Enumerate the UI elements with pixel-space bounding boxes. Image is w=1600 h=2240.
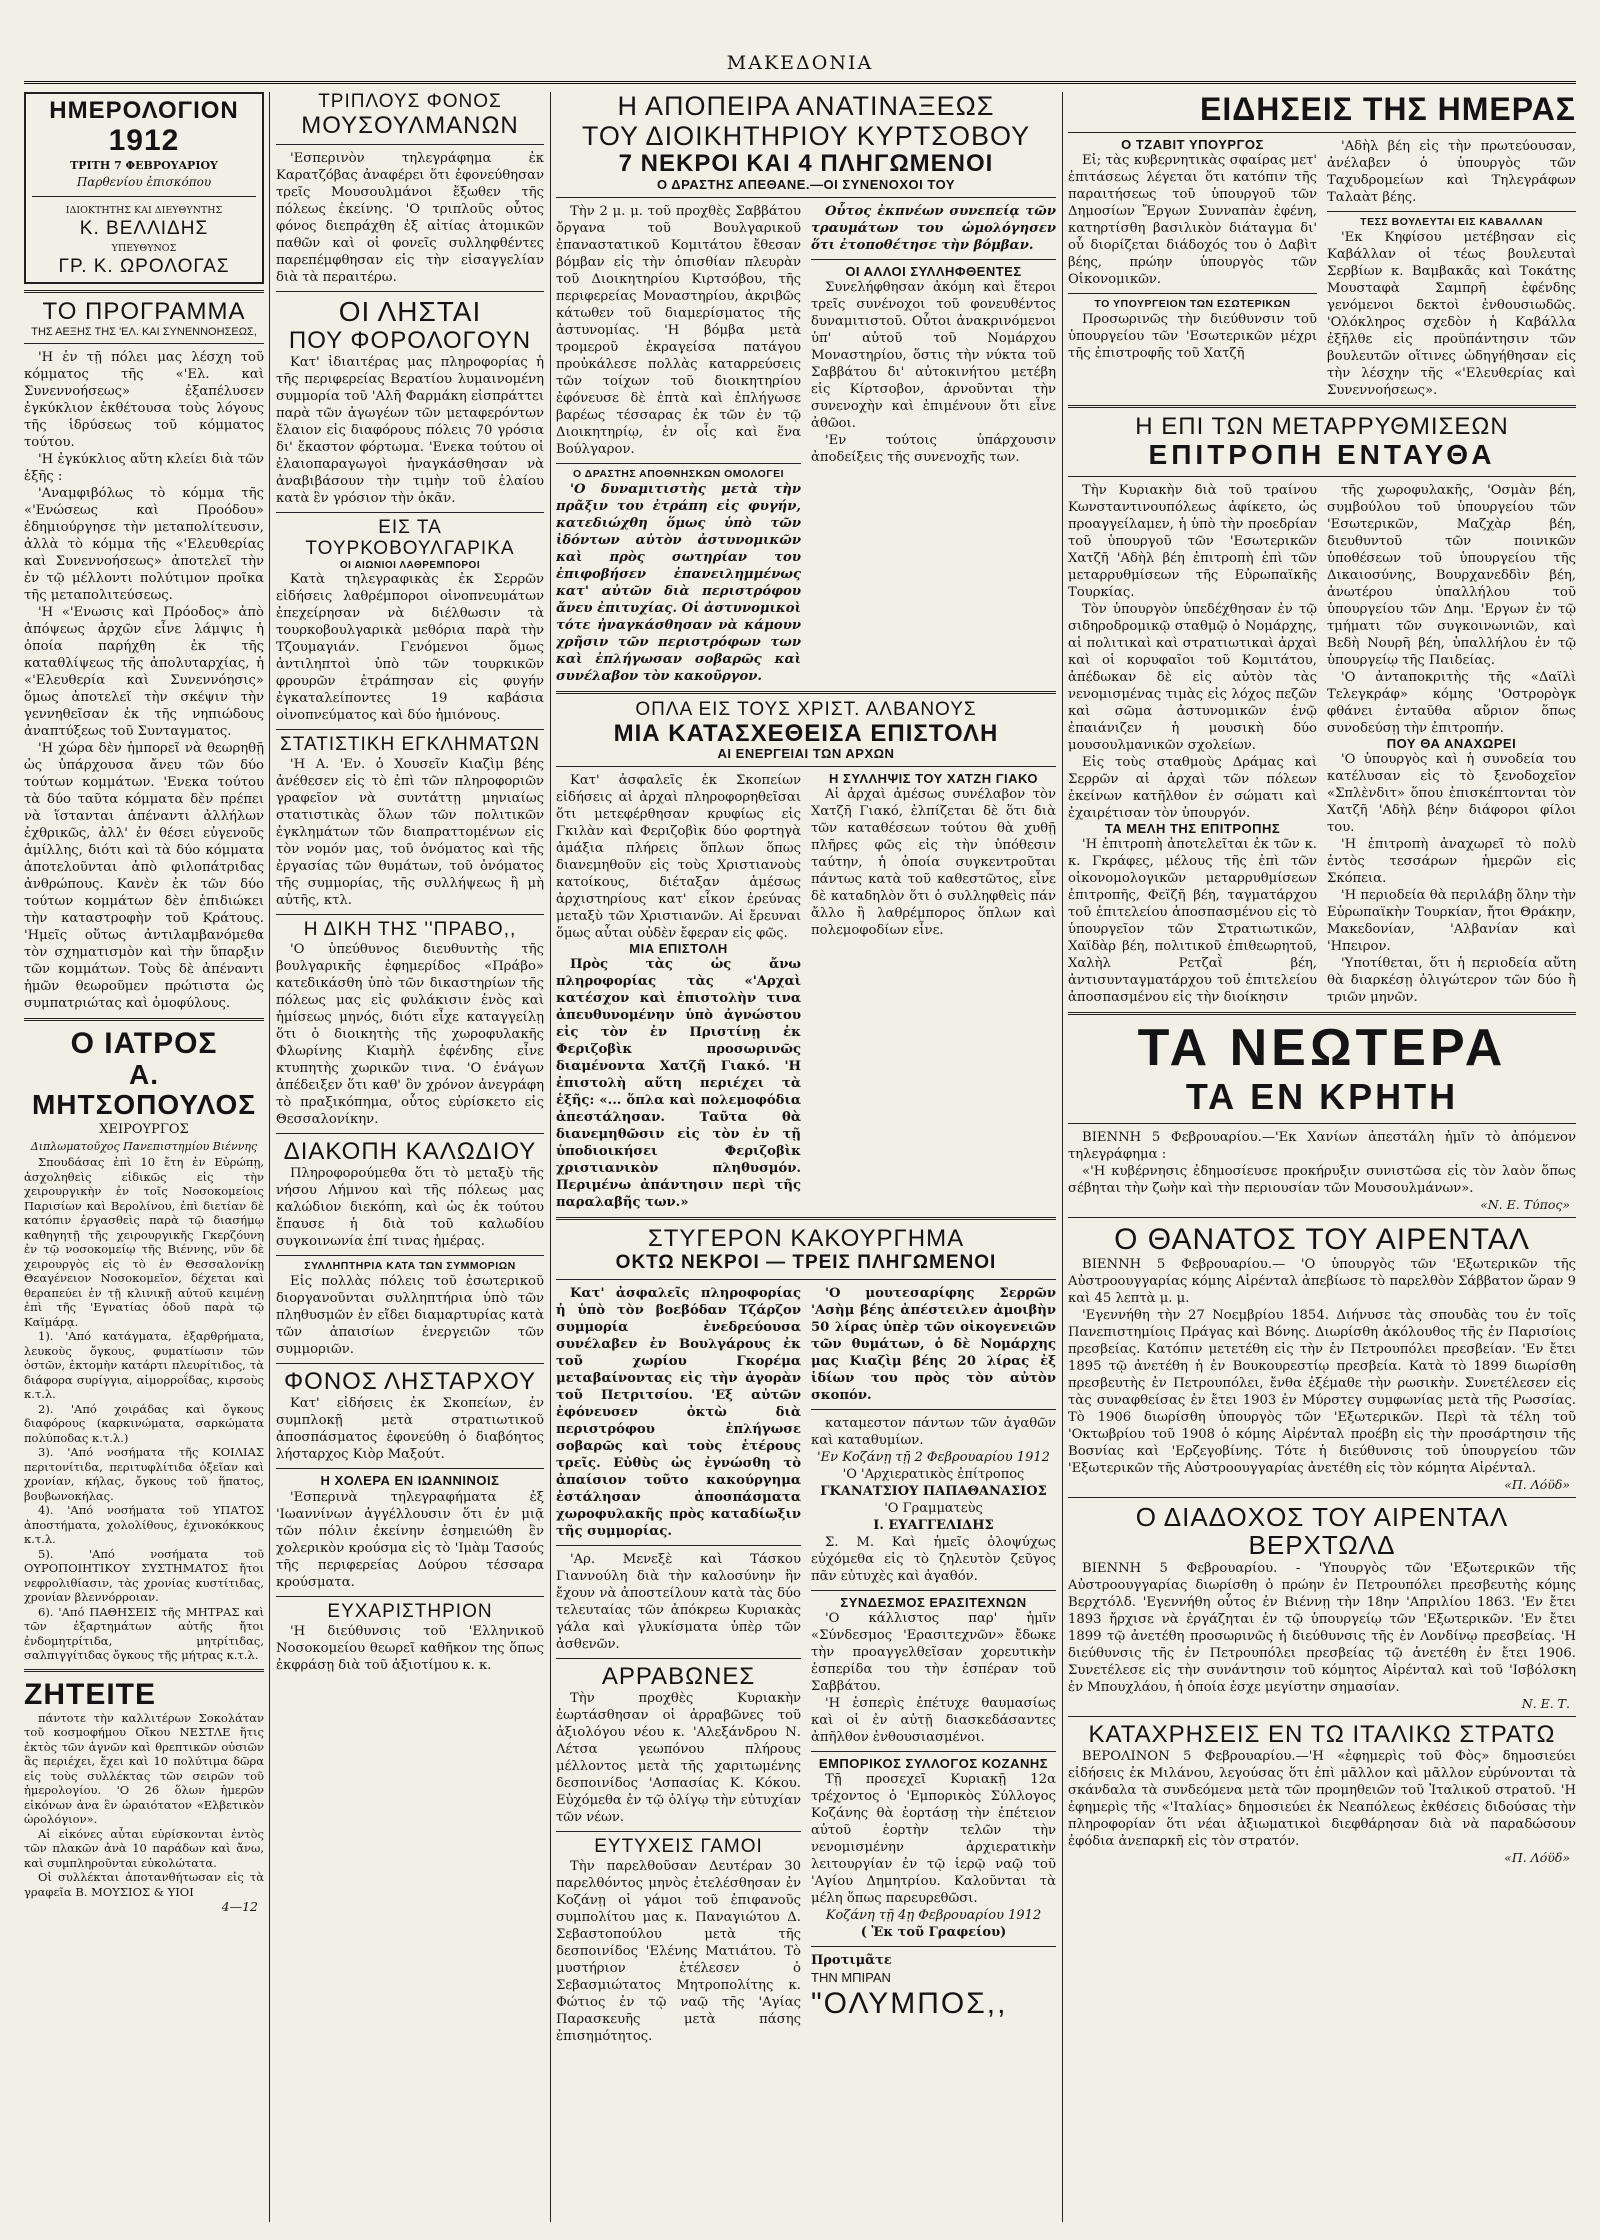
subheadline: ΤΑ ΜΕΛΗ ΤΗΣ ΕΠΙΤΡΟΠΗΣ [1104,820,1281,836]
almanac-date: ΤΡΙΤΗ 7 ΦΕΒΡΟΥΑΡΙΟΥ [70,159,218,173]
almanac-box [24,92,264,284]
column-3 [556,92,1056,2222]
headline: ΣΤΥΓΕΡΟΝ ΚΑΚΟΥΡΓΗΜΑ [647,1225,965,1253]
program-paragraph: 'Η χώρα δὲν ἠμπορεῖ νὰ θεωρηθῇ ὡς ὑπάρχουσα ἄνευ τῶν δύο τούτων κομμάτων. 'Ενεκα τούτου τὰ δύο ταῦτα κόμματα δὲν πρέπει νὰ ἵστανται ἀπέναντι ἀλλήλων ἐχθρικῶς, ἀλλ' ἐν θέσει εὐγενοῦς ἁμίλλης, διότι καὶ τὰ δύο κόμματα ἀποτελοῦνται ἀπὸ φιλοπάτριδας ἀνθρώπους. Κανὲν ἐκ τῶν δύο τούτων κομμάτων δὲν ἐπιδιώκει τὴν καταστροφὴν τοῦ Κράτους. 'Ημεῖς οὕτως ἀντιλαμβανόμεθα τὸν σχηματισμὸν καὶ τὴν ὕπαρξιν τῶν κομμάτων. Τοὺς δὲ ἀπέναντι ἡμῶν θεωροῦμεν πρώτιστα ὡς συμπατριώτας καὶ ὁμοφύλους. [24,740,264,1011]
source-credit: Ν. Ε. Τ. [1521,1696,1570,1711]
headline: Ο ΔΙΑΔΟΧΟΣ ΤΟΥ ΑΙΡΕΝΤΑΛ ΒΕΡΧΤΩΛΔ [1135,1501,1509,1561]
headline: ΤΟΥ ΔΙΟΙΚΗΤΗΡΙΟΥ ΚΥΡΤΣΟΒΟΥ [581,120,1031,151]
doctor-paragraph: 6). 'Από ΠΑΘΗΣΕΙΣ τῆς ΜΗΤΡΑΣ καὶ τῶν ἐξαρτημάτων αὐτῆς ἤτοι ἐνδομητρίτιδα, μητρίτιδας, σαλπιγγίτιδας ὄγκους τῆς μήτρας κ.τ.λ. [24,1604,264,1663]
program-paragraph: 'Η «'Ενωσις καὶ Πρόοδος» ἀπὸ ἀπόψεως ἀρχῶν εἶνε λάμψις ἡ ὁποία παρήχθη ἐκ τῆς καταθλίψεως τῆς ἀπολυταρχίας, ἡ «'Ελευθερία καὶ Συνεννόησις» ὅμως ἀποτελεῖ τὴν σκέψιν τὴν γεννηθεῖσαν ἐκ τῆς νηπιώδους ἀναπτύξεως τοῦ Συνταγματος. [24,604,264,739]
article-paragraph: Προσωρινῶς τὴν διεύθυνσιν τοῦ ὑπουργείου τῶν 'Εσωτερικῶν μέχρι τῆς ἐπιστροφῆς τοῦ Χατζῆ [1068,312,1317,362]
headline: ΜΙΑ ΚΑΤΑΣΧΕΘΕΙΣΑ ΕΠΙΣΤΟΛΗ [613,719,999,747]
program-paragraph: 'Η ἐγκύκλιος αὕτη κλείει διὰ τῶν ἑξῆς : [24,451,264,484]
article-paragraph: 'Ο ἀνταποκριτὴς τῆς «Δαϊλὶ Τελεγκράφ» κόμης 'Οστρορὸγκ φθάνει ἐνταῦθα αὔριον ὅπως συνοδεύσῃ τὴν ἐπιτροπήν. [1327,669,1576,736]
article-paragraph: 'Ο ὑπεύθυνος διευθυντὴς τῆς βουλγαρικῆς ἐφημερίδος «Πράβο» κατεδικάσθη ὑπὸ τῶν δικαστηρίων τῆς πόλεως μας εἰς φυλάκισιν ἑνὸς καὶ ἡμίσεως μηνός, διότι εἶχε καταγγείλῃ ὅτι ὁ διοικητὴς τῆς χωροφυλακῆς Φλωρίνης Κιαμὴλ ἐφένδης εἶνε κτυπητὴς χωρικῶν τινα. 'Ο ἐνάγων ἀπέδειξεν ὅτι καθ' ὃν χρόνον ἀνεγράφη τὸ πραξικόπημα, οὗτος εὑρίσκετο εἰς Θεσσαλονίκην. [276,942,544,1128]
headline: ΔΙΑΚΟΠΗ ΚΑΛΩΔΙΟΥ [283,1138,537,1166]
doctor-paragraph: 3). 'Από νοσήματα τῆς ΚΟΙΛΙΑΣ περιτονίτιδα, περιτυφλίτιδα ὀξεῖαν καὶ χρονίαν, κήλας, ὄγκους τοῦ ἥπατος, βουβωνοκήλας. [24,1445,264,1503]
headline: ΠΟΥ ΦΟΡΟΛΟΓΟΥΝ [288,327,532,355]
headline: 7 ΝΕΚΡΟΙ ΚΑΙ 4 ΠΛΗΓΩΜΕΝΟΙ [618,150,994,178]
subheadline: ΠΟΥ ΘΑ ΑΝΑΧΩΡΕΙ [1386,735,1517,751]
article-paragraph: ΒΕΡΟΛΙΝΟΝ 5 Φεβρουαρίου.—'Η «ἐφημερὶς τοῦ Φὸς» δημοσιεύει εἰδήσεις ἐκ Μιλάνου, λεγούσας ὅτι ἐπὶ μᾶλλον καὶ μᾶλλον εὐρύνονται τὰ σκάνδαλα τὰ συνδεόμενα μετὰ τῶν προμηθειῶν τοῦ Ἰταλικοῦ στρατοῦ. 'Η ἐφημερὶς τῆς «'Ιταλίας» δημοσιεύει ἐκ Νεαπόλεως ἐκθέσεις διδούσας τὴν πληροφορίαν ὅτι νέαι ἀξιωματικοὶ διεφθάρησαν διὰ νὰ παραδώσουν ἐφόδια ἀνεπαρκῆ εἰς τὸν στρατόν. [1068,1749,1576,1850]
headline: Η ΔΙΚΗ ΤΗΣ ''ΠΡΑΒΟ,, [303,919,517,941]
article-paragraph: Οὗτος ἐκπνέων συνεπείᾳ τῶν τραυμάτων του ὡμολόγησεν ὅτι ἐτοποθέτησε τὴν βόμβαν. [811,204,1056,254]
article-paragraph: Συνελήφθησαν ἀκόμη καὶ ἕτεροι τρεῖς συνένοχοι τοῦ φονευθέντος δυναμιτιστοῦ. Οὗτοι ἀνακρινόμενοι ὑπ' αὐτοῦ τοῦ Νομάρχου Μοναστηρίου, ὅστις τὴν νύκτα τοῦ Σαββάτου δι' αὐτοκινήτου μετέβη εἰς Κίρτσοβον, ἀρνοῦνται τὴν συνενοχὴν καὶ ἐπιμένουν ὅτι εἶνε ἀθῶοι. [811,280,1056,432]
ad-paragraph: πάντοτε τὴν καλλιτέρων Σοκολάταν τοῦ κοσμοφήμου Οἴκου ΝΕΣΤΛΕ ἥτις ἐκτὸς τῶν ἁγνῶν καὶ θρεπτικῶν οὐσιῶν ἃς περιέχει, ἔχει καὶ 10 πολύτιμα δῶρα εἰς τοὺς συλλέκτας τῶν σειρῶν τοῦ ἡμερολογίου. 'Ο 26 ὅλων ἡμερῶν εἰκόνων ἀνα ἓν ὡραιότατον «Ελβετικὸν ὡρολόγιον». [24,1710,264,1827]
doctor-credential: Διπλωματοῦχος Πανεπιστημίου Βιέννης [30,1140,258,1154]
article-paragraph: Εἰ; τὰς κυβερνητικὰς σφαίρας μετ' ἐπιτάσεως λέγεται ὅτι κατόπιν τῆς παραιτήσεως τοῦ ὑπουργοῦ τῶν Δημοσίων Ἔργων Συνναπὰν ἐφένη, κατηρτίσθη βασιλικὸν διάταγμα δι' οὗ διορίζεται διάδοχός του ὁ Δαβὶτ βέης, πρώην ὑπουργὸς τῶν Οἰκονομικῶν. [1068,153,1317,288]
crete-news-banner: ΤΑ ΕΝ ΚΡΗΤΗ [1185,1075,1459,1117]
article-paragraph: 'Η διεύθυνσις τοῦ 'Ελληνικοῦ Νοσοκομείου θεωρεῖ καθῆκον της ὅπως ἐκφράσῃ διὰ τοῦ ἀξιοτίμου κ. κ. [276,1623,544,1673]
column-divider [1062,92,1063,2222]
article-paragraph: καταμεστον πάντων τῶν ἀγαθῶν καὶ καταθυμίων. [811,1415,1056,1448]
article-paragraph: 'Η ἐπιτροπὴ ἀναχωρεῖ τὸ πολὺ ἐντὸς τεσσάρων ἡμερῶν εἰς Σκόπεια. [1327,837,1576,887]
doctor-paragraph: 2). 'Από χοιράδας καὶ ὄγκους διαφόρους (καρκινώματα, σαρκώματα πολύποδας κ.τ.λ.) [24,1401,264,1445]
article-paragraph: Σ. Μ. Καὶ ἡμεῖς ὁλοψύχως εὐχόμεθα εἰς τὸ ζηλευτὸν ζεῦγος πᾶν εὐτυχὲς καὶ ἀγαθόν. [811,1534,1056,1584]
program-paragraph: 'Αναμφιβόλως τὸ κόμμα τῆς «'Ενώσεως καὶ Προόδου» ἐδημιούργησε τὴν μεταπολίτευσιν, ἀλλὰ τὸ κόμμα τῆς «'Ελευθερίας καὶ Συνεννοήσεως» ἀποτελεῖ τὴν ἐν τῷ μέλλοντι πολύτιμον προῖκα τῆς μεταπολιτεύσεως. [24,485,264,603]
article-paragraph: Κατ' εἰδήσεις ἐκ Σκοπείων, ἐν συμπλοκῇ μετὰ στρατιωτικοῦ ἀποσπάσματος ἐφονεύθη ὁ διαβόητος λήσταρχος Κιὸρ Μαξούτ. [276,1396,544,1463]
masthead [24,52,1576,84]
letter-date: 'Εν Κοζάνῃ τῇ 2 Φεβρουαρίου 1912 [817,1449,1050,1465]
article-paragraph: ΒΙΕΝΝΗ 5 Φεβρουαρίου.—'Εκ Χανίων ἀπεστάλη ἡμῖν τὸ ἀπόμενον τηλεγράφημα : [1068,1129,1576,1162]
headline: Η ΑΠΟΠΕΙΡΑ ΑΝΑΤΙΝΑΞΕΩΣ [617,92,995,121]
subheadline: Ο ΔΡΑΣΤΗΣ ΑΠΟΘΝΗΣΚΩΝ ΟΜΟΛΟΓΕΙ [572,468,785,481]
article-paragraph: Αἱ ἀρχαὶ ἀμέσως συνέλαβον τὸν Χατζῆ Γιακό, ἐλπίζεται δὲ ὅτι διὰ τῶν καταθέσεων τούτου θὰ χυθῇ πλῆρες φῶς εἰς τὴν ὑπόθεσιν ταύτην, ἡ ὁποία συγκεντροῦται πάντως κατὰ τοῦ καθεστῶτος, εἶνε δὲ καταδηλὸν ὅτι ὁ συλληφθεὶς πάν ἄλλο ἢ λαθρέμπορος ὅπλων καὶ πολεμοφοδίων εἶνε. [811,787,1056,939]
article-paragraph: Τὴν προχθὲς Κυριακὴν ἐωρτάσθησαν οἱ ἀρραβῶνες τοῦ ἀξιολόγου νέου κ. 'Αλεξάνδρου Ν. Λέτσα γεωπόνου πλήρους μέλλοντος μετὰ τῆς χαριτωμένης δεσποινίδος 'Ασπασίας Κ. Κόκου. Εὐχόμεθα ἐν τῷ ὀλίγῳ τὴν εὐτυχίαν τῶν νέων. [556,1691,801,1826]
latest-news-banner: ΤΑ ΝΕΩΤΕΡΑ [1137,1019,1507,1078]
headline: ΦΟΝΟΣ ΛΗΣΤΑΡΧΟΥ [284,1367,536,1395]
ad-paragraph: Οἱ συλλέκται ἀποτανθήτωσαν εἰς τὰ γραφεῖα Β. ΜΟΥΣΙΟΣ & ΥΙΟΙ [24,1870,264,1899]
headline: Η ΧΟΛΕΡΑ ΕΝ ΙΩΑΝΝΙΝΟΙΣ [320,1473,500,1489]
headline: ΚΑΤΑΧΡΗΣΕΙΣ ΕΝ ΤΩ ΙΤΑΛΙΚΩ ΣΤΡΑΤΩ [1088,1721,1556,1748]
headline: ΟΚΤΩ ΝΕΚΡΟΙ — ΤΡΕΙΣ ΠΛΗΓΩΜΕΝΟΙ [615,1251,997,1273]
section-title: ΕΙΔΗΣΕΙΣ ΤΗΣ ΗΜΕΡΑΣ [1199,92,1576,127]
newspaper-page [24,52,1576,2228]
resp-label: ΥΠΕΥΘΥΝΟΣ [111,243,177,255]
almanac-saint: Παρθενίου ἐπισκόπου [76,175,212,190]
article-paragraph: 'Υποτίθεται, ὅτι ἡ περιοδεία αὕτη θὰ διαρκέσῃ ὀλιγώτερον τῶν δύο ἢ τριῶν μηνῶν. [1327,956,1576,1006]
article-paragraph: 'Αρ. Μενεξὲ καὶ Τάσκου Γιαννούλη διὰ τὴν καλοσύνην ἣν ἔχουν νὰ ἀποστείλουν κατὰ τὰς δύο τελευταίας τῶν ἀπόκρεω Κυριακὰς γάλα καὶ γλυκίσματα ὑπὲρ τῶν ἀσθενῶν. [556,1551,801,1652]
owner-label: ΙΔΙΟΚΤΗΤΗΣ ΚΑΙ ΔΙΕΥΘΥΝΤΗΣ [65,205,223,217]
headline: ΣΥΝΔΕΣΜΟΣ ΕΡΑΣΙΤΕΧΝΩΝ [840,1594,1027,1610]
article-paragraph: τῆς χωροφυλακῆς, 'Οσμὰν βέη, συμβούλου τοῦ ὑπουργείου τῶν 'Εσωτερικῶν, Μαζχὰρ βέη, διευθυντοῦ τῶν ποινικῶν ὑποθέσεων τοῦ ὑπουργείου τῆς Δικαιοσύνης, Βουρχανεδδὶν βέη, ἀνωτέρου ὑπαλλήλου τοῦ ὑπουργείου τῶν Δημ. 'Εργων ἐν τῷ τμήματι τῶν συγκοινωνιῶν, καὶ Βεδὴ Νουρῆ βέη, ὑπαλλήλου ἐν τῷ ὑπουργείῳ τῆς Παιδείας. [1327,482,1576,668]
article-paragraph: Εἰς τοὺς σταθμοὺς Δράμας καὶ Σερρῶν αἱ ἀρχαὶ τῶν πόλεων ἐκείνων κατῆλθον ἐν σώματι καὶ ἐχαιρέτισαν τὸν ὑπουργόν. [1068,754,1317,821]
beer-ad-label: Προτιμᾶτε [811,1953,892,1969]
article-paragraph: Τὴν Κυριακὴν διὰ τοῦ τραίνου Κωνσταντινουπόλεως ἀφίκετο, ὡς προαγγείλαμεν, ἡ ὑπὸ τὴν προεδρίαν τοῦ ὑπουργοῦ τῶν 'Εσωτερικῶν Χατζῆ 'Αδὴλ βέη ἐπιτροπὴ ἐπὶ τῶν μεταρρυθμίσεων τῆς Εὐρωπαϊκῆς Τουρκίας. [1068,482,1317,600]
source-credit: «Ν. Ε. Τύπος» [1480,1196,1570,1212]
headline: ΕΠΙΤΡΟΠΗ ΕΝΤΑΥΘΑ [1148,439,1496,471]
almanac-year: 1912 [108,124,180,158]
article-paragraph: 'Εκ Κηφίσου μετέβησαν εἰς Καβάλλαν οἱ τέως βουλευταὶ Σερβίων κ. Βαμβακᾶς καὶ Τοκάτης Μουσταφὰ Σαμπρῆ ἐφένδης γενόμενοι δεκτοὶ ἐνθουσιωδῶς. 'Ολόκληρος σχεδὸν ἡ Καβάλλα ἐξῆλθε εἰς προϋπάντησιν τῶν βουλευτῶν οἵτινες ὡδηγήθησαν εἰς τὴν λέσχην τῆς «'Ελευθερίας καὶ Συνεννοήσεως». [1327,229,1576,398]
article-paragraph: Κατ' ἀσφαλεῖς ἐκ Σκοπείων εἰδήσεις αἱ ἀρχαὶ πληροφορηθεῖσαι ὅτι μετεφέρθησαν κρυφίως εἰς Γκιλὰν καὶ Φεριζοβὶκ δύο φορτηγὰ ἁμάξια πλήρεις ὅπλων ὅπως διανεμηθοῦν εἰς τοὺς Χριστιανοὺς κατοίκους, διέταξαν ἀμέσως ἀρχιστηρίους κατ' εἶκον ἐρεύνας μεταξὺ τῶν Χριστιανῶν. Αἱ ἔρευναι ὅμως αὗται οὐδὲν ἔφεραν εἰς φῶς. [556,773,801,942]
doctor-paragraph: Σπουδάσας ἐπὶ 10 ἔτη ἐν Εὐρώπῃ, ἀσχοληθεὶς εἰδικῶς εἰς τὴν χειρουργικὴν ἐν τοῖς Νοσοκομείοις Παρισίων καὶ Βερολίνου, ἐπὶ διετίαν δὲ κατόπιν ἐργασθεὶς παρὰ τῷ διασήμῳ καθηγητῇ τῆς χειρουργικῆς Γκερζόυνη ἐν τῷ νοσοκομείῳ τῆς Βιέννης, νῦν δὲ χειρουργὸς εἰς τὸ ἐν Θεσσαλονίκῃ Θεαγένειον Νοσοκομεῖον, δέχεται καὶ θεραπεύει ἐν τῇ κλινικῇ αὐτοῦ κειμένῃ ἐπὶ τῆς 'Εγνατίας ὁδοῦ παρὰ τῷ Καϊμάρᾳ. [24,1155,264,1329]
subheadline: Η ΣΥΛΛΗΨΙΣ ΤΟΥ ΧΑΤΖΗ ΓΙΑΚΟ [829,771,1038,787]
source-credit: «Π. Λόϋδ» [1504,1850,1570,1866]
headline: ΕΙΣ ΤΑ ΤΟΥΡΚΟΒΟΥΛΓΑΡΙΚΑ [305,517,515,560]
column-divider [269,92,270,2222]
headline: ΟΠΛΑ ΕΙΣ ΤΟΥΣ ΧΡΙΣΤ. ΑΛΒΑΝΟΥΣ [635,698,977,720]
resp-name: ΓΡ. Κ. ΩΡΟΛΟΓΑΣ [58,256,230,278]
headline: ΑΡΡΑΒΩΝΕΣ [601,1662,756,1690]
column-divider [550,92,551,2222]
doctor-paragraph: 5). 'Από νοσήματα τοῦ ΟΥΡΟΠΟΙΗΤΙΚΟΥ ΣΥΣΤΗΜΑΤΟΣ ἤτοι νεφρολιθίασιν, τὰς χρονίας κυστίτιδας, χρονίαν βλεννόρροιαν. [24,1546,264,1605]
doctor-paragraph: 1). 'Από κατάγματα, ἐξαρθρήματα, λευκοὺς ὄγκους, φυματίωσιν τῶν ὀστῶν, ἐκτομὴν κατάρτι πλευρίτιδος, τὰ διάφορα συρίγγια, αἱμορροΐδας, κιρσοὺς κ.τ.λ. [24,1329,264,1402]
letter-signature: ΓΚΑΝΑΤΣΙΟΥ ΠΑΠΑΘΑΝΑΣΙΟΣ [820,1483,1047,1499]
article-paragraph: 'Η περιοδεία θὰ περιλάβῃ ὅλην τὴν Εὐρωπαϊκὴν Τουρκίαν, ἤτοι Θράκην, Μακεδονίαν, 'Αλβανίαν καὶ 'Ηπειρον. [1327,888,1576,955]
program-title: ΤΟ ΠΡΟΓΡΑΜΜΑ [42,298,246,326]
subheadline: ΟΙ ΑΙΩΝΙΟΙ ΛΑΘΡΕΜΠΟΡΟΙ [339,560,481,572]
article-paragraph: Τὴν 2 μ. μ. τοῦ προχθὲς Σαββάτου ὄργανα τοῦ Βουλγαρικοῦ ἐπαναστατικοῦ Κομιτάτου ἔθεσαν βόμβαν εἰς τὴν ὀπισθίαν πλευρὰν τοῦ Διοικητηρίου Κιρτσόβου, τῆς περιφερείας Μοναστηρίου, ἀκριβῶς κάτωθεν τοῦ διαμερίσματος τῆς ἀστυνομίας. 'Η βόμβα μετὰ τρομεροῦ ἐκραγείσα πατάγου προὐκάλεσε πολλὰς καταρρεύσεις τῶν τοίχων τοῦ διοικητηρίου ἐφόνευσε δὲ ἑπτὰ καὶ ἐπλήγωσε βαρέως τέσσαρας ἐκ τῶν ἐν τῷ Διοικητηρίῳ, ἐν οἷς καὶ ἕνα Βούλγαρον. [556,204,801,458]
ad-paragraph: Αἱ εἰκόνες αὗται εὑρίσκονται ἐντὸς τῶν πλακῶν ἀνὰ 10 παράδων καὶ ἄνω, καὶ συμπληροῦνται εὐκολώτατα. [24,1826,264,1870]
article-paragraph: Κατ' ἰδιαιτέρας μας πληροφορίας ἡ τῆς περιφερείας Βερατίου λυμαινομένη συμμορία τοῦ 'Αλῆ Φαρμάκη εἰσπράττει παρὰ τῶν ἀγωγέων τῶν μεταφερόντων ἔλαιον εἰς διαφόρους πόλεις 70 γρόσια δι' ἕκαστον φόρτωμα. 'Ενεκα τούτου οἱ ἐλαιοπαραγωγοὶ ἠναγκάσθησαν νὰ ἀναβιβάσουν τὴν τιμὴν τοῦ ἐλαίου κατὰ ἓν γρόσιον τὴν ὀκᾶν. [276,355,544,507]
column-1 [24,92,264,2222]
article-paragraph: 'Εσπερινὸν τηλεγράφημα ἐκ Καρατζόβας ἀναφέρει ὅτι ἐφονεύθησαν τρεῖς Μουσουλμάνοι ἔξωθεν τῆς πόλεως ἐκείνης. 'Ο τριπλοῦς οὗτος φόνος διεπράχθη ἐξ αἰτίας ἀτομικῶν παθῶν καὶ οἱ φονεῖς συλληφθέντες παρεπέμφθησαν εἰς τὴν εἰσαγγελίαν διὰ τὰ περαιτέρω. [276,151,544,286]
doctor-title: Ο ΙΑΤΡΟΣ [70,1026,218,1060]
ad-title: ΖΗΤΕΙΤΕ [24,1677,156,1711]
ad-reference: 4—12 [221,1899,258,1915]
notice-source: ( Ἐκ τοῦ Γραφείου) [860,1925,1007,1941]
article-paragraph: Πληροφορούμεθα ὅτι τὸ μεταξὺ τῆς νήσου Λήμνου καὶ τῆς πόλεως μας καλώδιον διεκόπη, καὶ ὡς ἐκ τούτου ἔπαυσε ἡ διὰ τοῦ καλωδίου συγκοινωνία ἐπί τινας ἡμέρας. [276,1166,544,1250]
headline: ΣΤΑΤΙΣΤΙΚΗ ΕΓΚΛΗΜΑΤΩΝ [280,734,540,756]
article-paragraph: Εἰς πολλὰς πόλεις τοῦ ἐσωτερικοῦ διοργανοῦνται συλληπτήρια ὑπὸ τῶν πληθυσμῶν ἐν εἴδει διαμαρτυρίας κατὰ τῶν ἀπαισίων ἐνεργειῶν τῶν συμμοριῶν. [276,1273,544,1357]
article-paragraph: 'Ο δυναμιτιστὴς μετὰ τὴν πρᾶξιν του ἐτράπη εἰς φυγήν, κατεδιώχθη ὅμως ὑπὸ τῶν ἰδόντων αὐτὸν ἀστυνομικῶν καὶ πρὸς σωτηρίαν του ἐπιφοβήσεν ἐπανειλημμένως κατ' αὐτῶν διὰ περιστρόφου ἄνευ ἐπιτυχίας. Οἱ ἀστυνομικοὶ τότε ἠναγκάσθησαν νὰ κάμουν χρῆσιν τῶν περιστρόφων των καὶ ἐπλήγωσαν σοβαρῶς καὶ συνέλαβον τὸν κακοῦργον. [556,481,801,684]
doctor-role: ΧΕΙΡΟΥΡΓΟΣ [99,1122,189,1138]
article-paragraph: 'Εσπερινὰ τηλεγραφήματα ἐξ 'Ιωαννίνων ἀγγέλλουσιν ὅτι ἐν μιᾷ τῶν πόλιν ἐκείνην ἐσημειώθη ἓν χολερικὸν κρούσμα εἰς τὸ 'Ιμὰμ Τασούς τῆς περιφερείας Δούρου τέσσαρα κρούσματα. [276,1489,544,1590]
headline: Ο ΘΑΝΑΤΟΣ ΤΟΥ ΑΙΡΕΝΤΑΛ [1114,1222,1530,1256]
headline: ΣΥΛΛΗΠΤΗΡΙΑ ΚΑΤΑ ΤΩΝ ΣΥΜΜΟΡΙΩΝ [304,1260,516,1273]
article-paragraph: Πρὸς τὰς ὡς ἄνω πληροφορίας τὰς «'Αρχαὶ κατέσχον καὶ ἐπιστολὴν τινα ἀπευθυνομένην ὑπὸ ἀγνώστου εἰς τὸν ἐν Πριστίνῃ ἐκ Φεριζοβὶκ προσωρινῶς διαμένοντα Χατζῆ Γιακό. 'Η ἐπιστολὴ αὕτη περιέχει τὰ ἑξῆς: «... ὅπλα καὶ πολεμοφόδια ἀπεστάλησαν. Ταῦτα θὰ διανεμηθῶσιν εἰς τὸν ἐν τῇ ὑποδιοικήσει Φεριζοβὶκ χριστιανικὸν πληθυσμόν. Περιμένω ἀπάντησιν περὶ τῆς παραλαβῆς των.» [556,957,801,1211]
article-paragraph: 'Εν τούτοις ὑπάρχουσιν ἀποδείξεις τῆς συνενοχῆς των. [811,433,1056,466]
headline: ΕΥΤΥΧΕΙΣ ΓΑΜΟΙ [594,1836,763,1858]
article-paragraph: 'Η ἐπιτροπὴ ἀποτελεῖται ἐκ τῶν κ. κ. Γκράφες, μέλους τῆς ἐπὶ τῶν οἰκονομολογικῶν μεταρρυθμίσεων ἐπιτροπῆς, Φεϊζῆ βέη, ταγματάρχου τοῦ ἐπιτελείου ἀποσπασμένου εἰς τὸ ὑπουργεῖον τῶν Στρατιωτικῶν, Χαϊδὰρ βέη, πολιτικοῦ ἐπιθεωρητοῦ, Χαλὴλ Ρετζαῒ βέη, ἀντισυνταγματάρχου τοῦ ἐπιτελείου ἀποσπασμένου εἰς τὴν διοίκησιν [1068,837,1317,1006]
article-paragraph: 'Αδὴλ βέη εἰς τὴν πρωτεύουσαν, ἀνέλαβεν ὁ ὑπουργὸς τῶν Ταχυδρομείων καὶ Τηλεγράφων Ταλαὰτ βέης. [1327,139,1576,206]
article-paragraph: «'Η κυβέρνησις ἐδημοσίευσε προκήρυξιν συνιστῶσα εἰς τὸν λαὸν ὅπως σέβηται τὴν ζωὴν καὶ τὴν περιουσίαν τῶν Μουσουλμάνων». [1068,1163,1576,1196]
notice-date: Κοζάνη τῇ 4ῃ Φεβρουαρίου 1912 [825,1908,1042,1924]
subheadline: ΤΟ ΥΠΟΥΡΓΕΙΟΝ ΤΩΝ ΕΣΩΤΕΡΙΚΩΝ [1094,298,1291,311]
subheadline: ΤΕΣΣ ΒΟΥΛΕΥΤΑΙ ΕΙΣ ΚΑΒΑΛΛΑΝ [1360,216,1543,229]
article-paragraph: ΒΙΕΝΝΗ 5 Φεβρουαρίου.— 'Ο ὑπουργὸς τῶν 'Εξωτερικῶν τῆς Αὐστροουγγαρίας κόμης Αἰρένταλ ἀπεβίωσε τὸ παρελθὸν Σάββατον ὥραν 9 καὶ 45 λεπτὰ μ. μ. [1068,1256,1576,1306]
headline: Η ΕΠΙ ΤΩΝ ΜΕΤΑΡΡΥΘΜΙΣΕΩΝ [1135,412,1509,440]
subheadline: Ο ΔΡΑΣΤΗΣ ΑΠΕΘΑΝΕ.—ΟΙ ΣΥΝΕΝΟΧΟΙ ΤΟΥ [656,176,955,192]
newspaper-title: ΜΑΚΕΔΟΝΙΑ [726,52,874,74]
article-paragraph: 'Η Α. 'Εν. ὁ Χουσεῖν Κιαζὶμ βέης ἀνέθεσεν εἰς τὸ ἐπὶ τῶν πληροφοριῶν γραφεῖον νὰ συντάττῃ μηνιαίως στατιστικὰς ὅλων τῶν πολιτικῶν ἐγκλημάτων τῶν διαπραττομένων εἰς τὸν νομόν μας, τοῦ ὀνόματος καὶ τῆς ἐργασίας τῶν θυμάτων, τοῦ ὀνόματος τῆς συμμορίας, τῆς συλλήψεως ἢ μὴ αὐτῆς, κτλ. [276,757,544,909]
headline: ΜΟΥΣΟΥΛΜΑΝΩΝ [301,111,519,139]
article-paragraph: 'Ο μουτεσαρίφης Σερρῶν 'Ασὴμ βέης ἀπέστειλεν ἀμοιβὴν 50 λίρας ὑπὲρ τῶν οἰκογενειῶν τῶν θυμάτων, ὁ δὲ Νομάρχης μας Κιαζὶμ βέης 20 λίρας ἐξ ἰδίων του πρὸς τὸν αὐτὸν σκοπόν. [811,1285,1056,1403]
column-2 [276,92,544,2222]
source-credit: «Π. Λόϋδ» [1504,1476,1570,1492]
headline: ΕΥΧΑΡΙΣΤΗΡΙΟΝ [327,1600,493,1622]
article-paragraph: ΒΙΕΝΝΗ 5 Φεβρουαρίου. - 'Υπουργὸς τῶν 'Εξωτερικῶν τῆς Αὐστροουγγαρίας διωρίσθη ὁ πρώην ἐν Πετρουπόλει πρεσβευτὴς κόμης Βερχτόλδ. 'Εγεννήθη οὗτος ἐν Βιέννῃ τὴν 18ην 'Απριλίου 1863. 'Εν ἔτει 1893 ἤρχισε νὰ ἐργάζηται ἐν τῷ ὑπουργείῳ τῶν 'Εξωτερικῶν. 'Εν ἔτει 1899 τῷ ἀνετέθη προσωρινῶς ἡ διεύθυνσις τῆς ἐν Λονδίνῳ πρεσβείας. 'Η διεύθυνσις τῆς ἐν Πετρουπόλει πρεσβείας τῷ ἀνετέθη ἐν ἔτει 1906. Συνετέλεσε εἰς τὴν συνάντησιν τοῦ κόμητος Αἰρένταλ καὶ τοῦ 'Ισβόλσκη ἐν Μπουχλάου, ἡ ὁποία ἐσχε μεγίστην σημασίαν. [1068,1561,1576,1695]
beer-ad-text: ΤΗΝ ΜΠΙΡΑΝ [811,1970,891,1986]
beer-ad-brand: "ΟΛΥΜΠΟΣ,, [811,1987,1008,2021]
article-paragraph: 'Ο ὑπουργὸς καὶ ἡ συνοδεία του κατέλυσαν εἰς τὸ ξενοδοχεῖον «Σπλὲνδιτ» ὅπου ἐπισκέπτονται τὸν Χατζῆ 'Αδὴλ βέην διάφοροι φίλοι του. [1327,752,1576,836]
article-paragraph: Κατ' ἀσφαλεῖς πληροφορίας ἡ ὑπὸ τὸν βοεβόδαν Τζάρζον συμμορία ἐνεδρεύουσα συνέλαβεν ἐν Βουλγάρους ἐκ τοῦ χωρίου Γκορέμα μεταβαίνοντας εἰς τὴν ἀγορὰν τοῦ Πετριτσίου. 'Εξ αὐτῶν ἐφόνευσεν ὀκτὼ διὰ περιστρόφου ἐπλήγωσε σοβαρῶς καὶ τοὺς ἑτέρους τρεῖς. Εὐθὺς ὡς ἐγνώσθη τὸ ἀπαίσιον τοῦτο κακούργημα ἐστάλησαν ἀποσπάσματα χωροφυλακῆς πρὸς καταδίωξιν τῆς συμμορίας. [556,1285,801,1539]
article-paragraph: Τῇ προσεχεῖ Κυριακῇ 12α τρέχοντος ὁ 'Εμπορικὸς Σύλλογος Κοζάνης θὰ ἑορτάσῃ τὴν ἐπέτειον αὐτοῦ ἑορτὴν τελῶν τὴν νενομισμένην ἀρχιερατικὴν λειτουργίαν ἐν τῷ ἱερῷ ναῷ τοῦ 'Αγίου Δημητρίου. Καλοῦνται τὰ μέλη ὅπως παρευρεθῶσι. [811,1772,1056,1907]
subheadline: ΟΙ ΑΛΛΟΙ ΣΥΛΛΗΦΘΕΝΤΕΣ [845,264,1022,280]
article-paragraph: 'Ο κάλλιστος παρ' ἡμῖν «Σύνδεσμος 'Ερασιτεχνῶν» ἔδωκε τὴν προαγγελθεῖσαν χορευτικὴν ἑσπερίδα του τὴν ἑσπέραν τοῦ Σαββάτου. [811,1611,1056,1695]
doctor-paragraph: 4). 'Από νοσήματα τοῦ ΥΠΑΤΟΣ ἀποστήματα, χολολίθους, ἐχινοκόκκους κ.τ.λ. [24,1503,264,1547]
letter-signature: 'Ο 'Αρχιερατικὸς ἐπίτροπος [842,1466,1025,1482]
letter-signature: 'Ο Γραμματεὺς [884,1500,983,1516]
headline: ΤΡΙΠΛΟΥΣ ΦΟΝΟΣ [318,92,502,112]
letter-signature: Ι. ΕΥΑΓΓΕΛΙΔΗΣ [873,1517,994,1533]
headline: ΕΜΠΟΡΙΚΟΣ ΣΥΛΛΟΓΟΣ ΚΟΖΑΝΗΣ [818,1756,1049,1772]
program-subtitle: ΤΗΣ ΑΕΞΗΣ ΤΗΣ 'ΕΛ. ΚΑΙ ΣΥΝΕΝΝΟΗΣΕΩΣ, [31,325,257,338]
almanac-title: ΗΜΕΡΟΛΟΓΙΟΝ [49,97,239,124]
subheadline: Ο ΤΖΑΒΙΤ ΥΠΟΥΡΓΟΣ [1121,137,1264,153]
article-paragraph: Τὸν ὑπουργὸν ὑπεδέχθησαν ἐν τῷ σιδηροδρομικῷ σταθμῷ ὁ Νομάρχης, αἱ πολιτικαὶ καὶ στρατιωτικαὶ ἀρχαὶ καὶ οἱ κορυφαῖοι τοῦ Κομιτάτου, ἀπέδωκαν δὲ εἰς αὐτὸν τὰς νενομισμένας τιμὰς εἰς λόχος πεζῶν καὶ σῶμα ἀστυνομικῶν ἐνῷ ἐπαιάνιζεν ἡ μουσικὴ δύο μουσουλμανικῶν σχολείων. [1068,601,1317,753]
subheadline: ΜΙΑ ΕΠΙΣΤΟΛΗ [629,941,728,957]
subheadline: ΑΙ ΕΝΕΡΓΕΙΑΙ ΤΩΝ ΑΡΧΩΝ [717,745,895,761]
headline: ΟΙ ΛΗΣΤΑΙ [338,296,482,328]
article-paragraph: Τὴν παρελθοῦσαν Δευτέραν 30 παρελθόντος μηνὸς ἐτελέσθησαν ἐν Κοζάνῃ οἱ γάμοι τοῦ ἐπιφανοῦς συμπολίτου μας κ. Παναγιώτου Δ. Σεβαστοπούλου μετὰ τῆς δεσποινίδος 'Ελένης Ματιάτου. Τὸ μυστήριον ἐτέλεσεν ὁ Σεβασμιώτατος Μητροπολίτης κ. Φώτιος ἐν τῷ ναῷ τῆς 'Αγίας Παρασκευῆς μετὰ πάσης ἐπισημότητος. [556,1859,801,2045]
article-paragraph: 'Εγεννήθη τὴν 27 Νοεμβρίου 1854. Διήνυσε τὰς σπουδὰς του ἐν τοῖς Πανεπιστημίοις Πράγας καὶ Βόνης. Διωρίσθη ἀκόλουθος τῆς ἐν Παρισίοις πρεσβείας. Κατόπιν μετετέθη εἰς τὴν ἐν Πετρουπόλει πρεσβείαν. 'Εν ἔτει 1895 τῷ ἀνετέθη ἡ ἐν Βουκουρεστίῳ πρεσβεία. Κατὰ τὸ 1899 διωρίσθη πρεσβευτὴς ἐν Πετρουπόλει, ἔνθα ἐξέμαθε τὴν ρωσικὴν. Συνετέλεσεν εἰς τὰς συναφθείσας ἐν ἔτει 1903 ἐν Μύρστεγ συμφωνίας μετὰ τῆς Ρωσσίας. Τὸ 1906 διωρίσθη ὑπουργὸς τῶν 'Εξωτερικῶν. Περὶ τὰ τέλη τοῦ 'Οκτωβρίου τοῦ 1908 ὁ κόμης Αἰρένταλ προέβη εἰς τὴν προσάρτησιν τῆς Βοσνίας καὶ 'Ερζεγοβίνης. Τότε ἡ διεύθυνσις τοῦ ὑπουργείου τῶν 'Εξωτερικῶν τῆς Αὐστροουγγαρίας ἀνετέθη εἰς τὸν κόμητα Αἰρένταλ. [1068,1307,1576,1476]
owner-name: Κ. ΒΕΛΛΙΔΗΣ [79,218,209,240]
article-paragraph: Κατὰ τηλεγραφικὰς ἐκ Σερρῶν εἰδήσεις λαθρέμποροι οἰνοπνευμάτων ἐπεχείρησαν νὰ διέλθωσιν τὰ τουρκοβουλγαρικὰ μεθόρια παρὰ τὴν Τζουμαγιάν. Γενόμενοι ὅμως ἀντιληπτοὶ ὑπὸ τῶν τουρκικῶν φρουρῶν ἐτράπησαν εἰς φυγήν ἐγκαταλείποντες 19 καβάσια οἰνοπνεύματος καὶ δύο ἡμιόνους. [276,572,544,724]
column-4 [1068,92,1576,2222]
doctor-name: Α. ΜΗΤΣΟΠΟΥΛΟΣ [31,1058,257,1121]
program-paragraph: 'Η ἐν τῇ πόλει μας λέσχη τοῦ κόμματος τῆς «'Ελ. καὶ Συνεννοήσεως» ἐξαπέλυσεν ἐγκύκλιον ἐκθέτουσα τοὺς λόγους τῆς ἱδρύσεως τοῦ κόμματος τούτου. [24,349,264,450]
article-paragraph: 'Η ἑσπερὶς ἐπέτυχε θαυμασίως καὶ οἱ ἐν αὐτῇ διασκεδάσαντες ἀπῆλθον ἐνθουσιασμένοι. [811,1696,1056,1746]
